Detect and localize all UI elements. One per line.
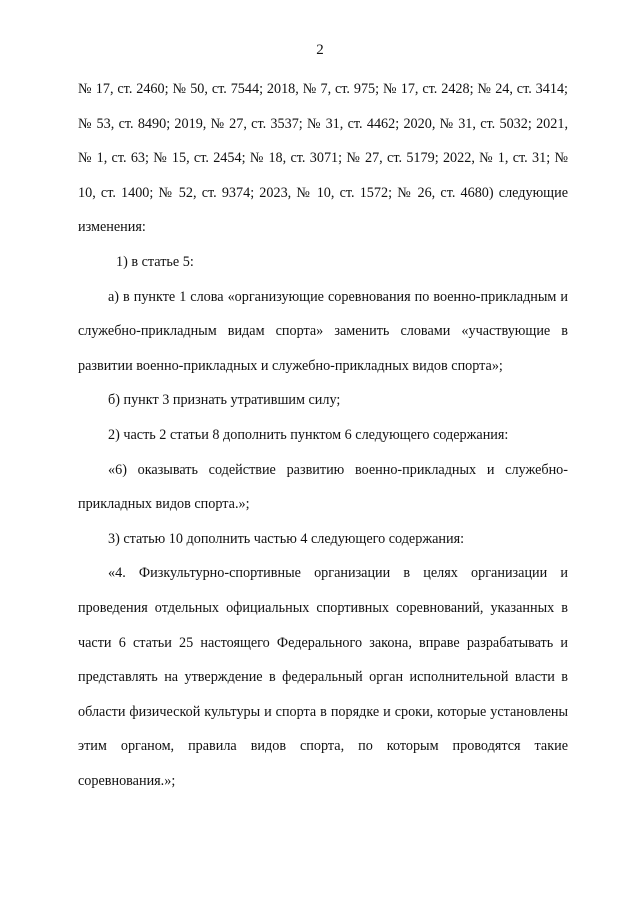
paragraph-item-1b: б) пункт 3 признать утратившим силу; (108, 392, 341, 409)
paragraph-quote-6: «6) оказывать содействие развитию военно-прикладных и служебно-прикладных видов спорта.»; (78, 461, 568, 513)
page-number: 2 (316, 42, 324, 58)
paragraph-item-1: 1) в статье 5: (116, 253, 194, 270)
paragraph-quote-4: «4. Физкультурно-спортивные организации в целях организации и проведения отдельных официальных спортивных соревнований, указанных в части 6 статьи 25 настоящего Федерального закона, вправе разрабатывать и представлять на утверждение в федеральный орган исполнительной власти в области физической культуры и спорта в порядке и сроки, которые установлены этим органом, правила видов спорта, по которым проводятся такие соревнования.»; (78, 565, 568, 789)
document-body (78, 72, 568, 798)
paragraph-item-3: 3) статью 10 дополнить частью 4 следующего содержания: (108, 530, 465, 547)
paragraph-continuation: № 17, ст. 2460; № 50, ст. 7544; 2018, № 7, ст. 975; № 17, ст. 2428; № 24, ст. 3414; № 53, ст. 8490; 2019, № 27, ст. 3537; № 31, ст. 4462; 2020, № 31, ст. 5032; 2021, № 1, ст. 63; № 15, ст. 2454; № 18, ст. 3071; № 27, ст. 5179; 2022, № 1, ст. 31; № 10, ст. 1400; № 52, ст. 9374; 2023, № 10, ст. 1572; № 26, ст. 4680) следующие изменения: (78, 81, 568, 236)
paragraph-item-1a: а) в пункте 1 слова «организующие соревнования по военно-прикладным и служебно-прикладным видам спорта» заменить словами «участвующие в развитии военно-прикладных и служебно-прикладных видов спорта»; (78, 288, 568, 374)
paragraph-item-2: 2) часть 2 статьи 8 дополнить пунктом 6 следующего содержания: (108, 426, 509, 443)
